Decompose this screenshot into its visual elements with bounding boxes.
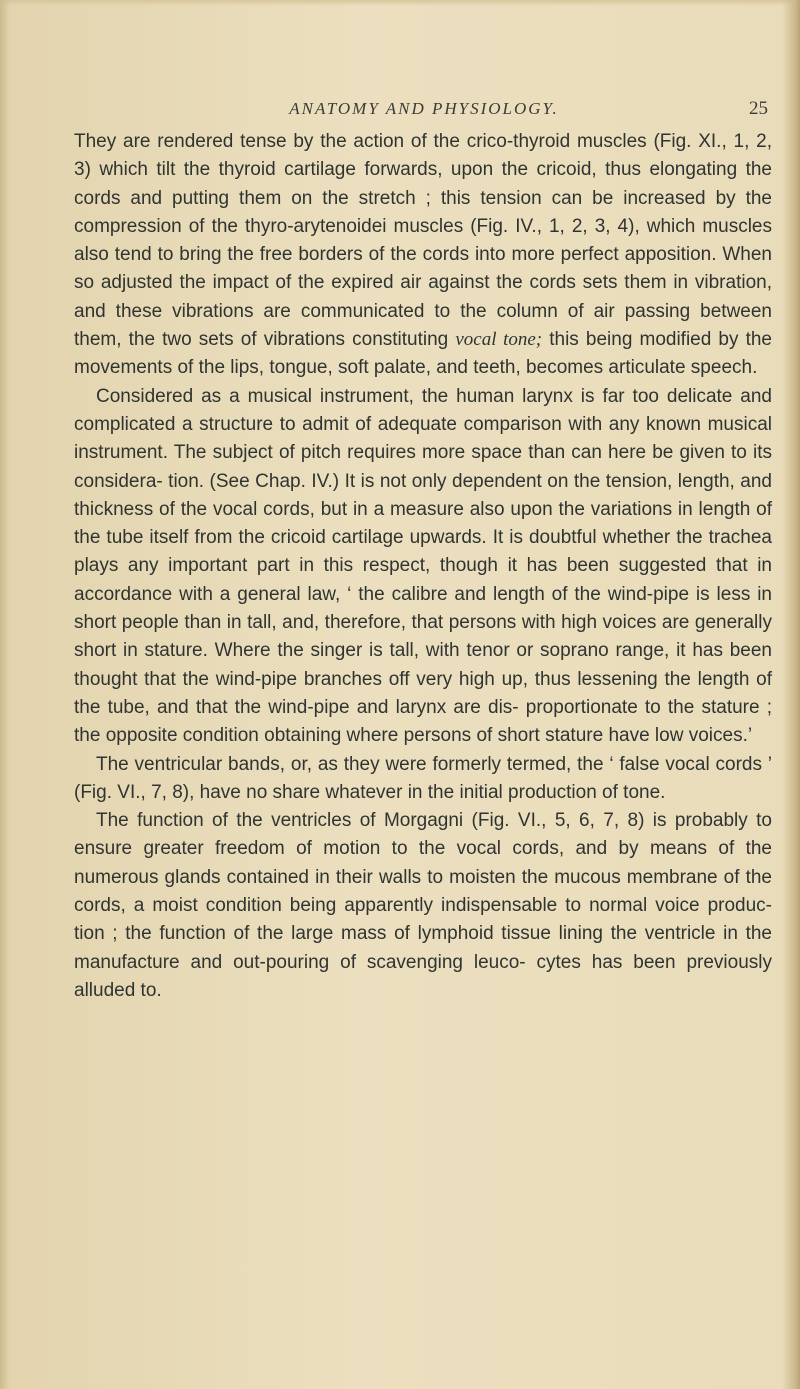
running-head: ANATOMY AND PHYSIOLOGY. bbox=[289, 99, 559, 118]
paragraph-2: Considered as a musical instrument, the human larynx is far too delicate and complicated a structure to admit of adequate comparison with any known musical instrument. The subject of pitch requires more space than can here be given to its considera- tion. (See Chap. IV.) It is not only dependent on the tension, length, and thickness of the vocal cords, but in a measure also upon the variations in length of the tube itself from the cricoid cartilage upwards. It is doubtful whether the trachea plays any important part in this respect, though it has been suggested that in accordance with a general law, ‘ the calibre and length of the wind-pipe is less in short people than in tall, and, therefore, that persons with high voices are generally short in stature. Where the singer is tall, with tenor or soprano range, it has been thought that the wind-pipe branches off very high up, thus lessening the length of the tube, and that the wind-pipe and larynx are dis- proportionate to the stature ; the opposite condition obtaining where persons of short stature have low voices.’ bbox=[74, 385, 772, 747]
paragraph-1-text-b: this being modified by the movements of the lips, tongue, soft palate, and teeth, becomes articulate speech. bbox=[74, 329, 772, 379]
page-top-edge bbox=[0, 0, 800, 6]
paragraph-4: The function of the ventricles of Morgagni (Fig. VI., 5, 6, 7, 8) is probably to ensure greater freedom of motion to the vocal cords, and by means of the numerous glands contained in their walls to moisten the mucous membrane of the cords, a moist condition being apparently indispensable to normal voice produc- tion ; the function of the large mass of lymphoid tissue lining the ventricle in the manufacture and out-pouring of scavenging leuco- cytes has been previously alluded to. bbox=[74, 810, 772, 1001]
page-right-edge bbox=[782, 0, 800, 1389]
paragraph-1 bbox=[74, 128, 772, 383]
paragraph-1-emphasis: vocal tone; bbox=[455, 329, 543, 351]
page-number: 25 bbox=[749, 98, 768, 119]
paragraph-3: The ventricular bands, or, as they were formerly termed, the ‘ false vocal cords ’ (Fig. VI., 7, 8), have no share whatever in the initial production of tone. bbox=[74, 753, 772, 803]
body-text bbox=[74, 128, 772, 1005]
page-header bbox=[72, 95, 776, 123]
paragraph-1-text-a: They are rendered tense by the action of the crico-thyroid muscles (Fig. XI., 1, 2, 3) which tilt the thyroid cartilage forwards, upon the cricoid, thus elongating the cords and putting them on the stretch ; this tension can be increased by the compression of the thyro-arytenoidei muscles (Fig. IV., 1, 2, 3, 4), which muscles also tend to bring the free borders of the cords into more perfect apposition. When so adjusted the impact of the expired air against the cords sets them in vibration, and these vibrations are communicated to the column of air passing between them, the two sets of vibrations constituting bbox=[74, 131, 772, 351]
page-left-edge bbox=[0, 0, 10, 1389]
